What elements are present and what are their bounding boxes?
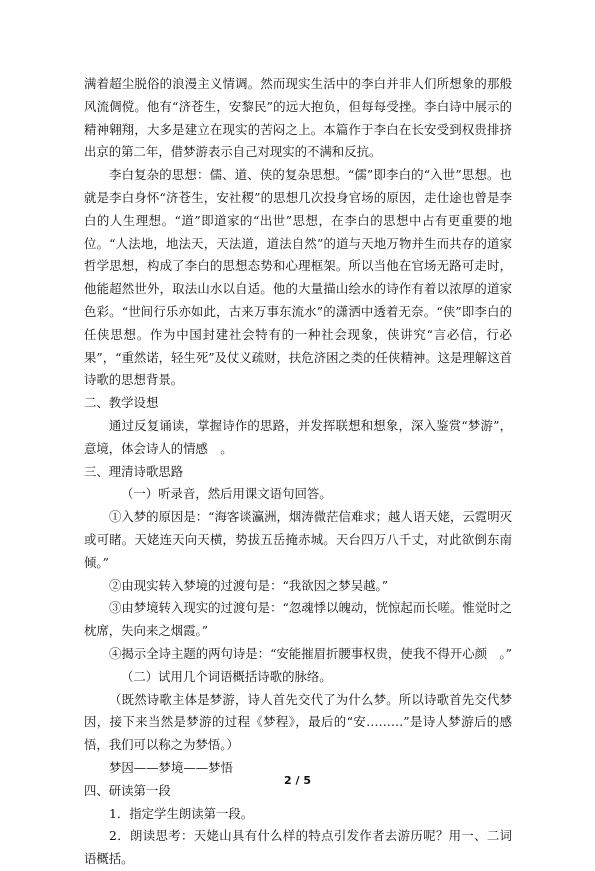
- paragraph: （既然诗歌主体是梦游，诗人首先交代了为什么梦。所以诗歌首先交代梦因，接下来当然是梦游的过程《梦程》，最后的“安………”是诗人梦游后的感悟，我们可以称之为梦悟。）: [84, 691, 512, 753]
- paragraph: 梦因——梦境——梦悟: [109, 759, 233, 775]
- paragraph: ④揭示全诗主题的两句诗是：“安能摧眉折腰事权贵，使我不得开心颜 。”: [109, 645, 512, 661]
- paragraph: ②由现实转入梦境的过渡句是：“我欲因之梦吴越。”: [109, 577, 389, 593]
- paragraph: ①入梦的原因是：“海客谈瀛洲，烟涛微茫信难求；越人语天姥，云霓明灭或可睹。天姥连天向天横，势拔五岳掩赤城。天台四万八千丈，对此欲倒东南倾。”: [84, 509, 512, 570]
- paragraph: 通过反复诵读，掌握诗作的思路，并发挥联想和想象，深入鉴赏“梦游”，意境，体会诗人的情感 。: [84, 417, 512, 456]
- document-body: [84, 73, 512, 871]
- page-number: 2 / 5: [284, 774, 311, 787]
- paragraph: ③由梦境转入现实的过渡句是：“忽魂悸以魄动，恍惊起而长嗟。惟觉时之枕席，失向来之烟霞。”: [84, 600, 512, 639]
- paragraph: 1．指定学生朗读第一段。: [109, 805, 254, 821]
- section-heading: 四、研读第一段: [84, 782, 171, 798]
- paragraph: （二）试用几个词语概括诗歌的脉络。: [121, 668, 332, 684]
- paragraph: 满着超尘脱俗的浪漫主义情调。然而现实生活中的李白并非人们所想象的那般风流倜傥。他有“济苍生，安黎民”的远大抱负，但每每受挫。李白诗中展示的精神翱翔，大多是建立在现实的苦闷之上。本篇作于李白在长安受到权贵排挤出京的第二年，借梦游表示自己对现实的不满和反抗。: [84, 76, 512, 160]
- section-heading: 二、教学设想: [84, 395, 159, 411]
- paragraph: （一）听录音，然后用课文语句回答。: [121, 486, 332, 502]
- paragraph: 李白复杂的思想：儒、道、侠的复杂思想。“儒”即李白的“入世”思想。也就是李白身怀“济苍生，安社稷”的思想几次投身官场的原因，走仕途也曾是李白的人生理想。“道”即道家的“出世”思想，在李白的思想中占有更重要的地位。“人法地，地法天，天法道，道法自然”的道与天地万物并生而共存的道家哲学思想，构成了李白的思想态势和心理框架。所以当他在官场无路可走时，他能超然世外，取法山水以自适。他的大量描山绘水的诗作有着以浓厚的道家色彩。“世间行乐亦如此，古来万事东流水”的潇洒中透着无奈。“侠”即李白的任侠思想。作为中国封建社会特有的一种社会现象，侠讲究“言必信，行必果”，“重然诺，轻生死”及仗义疏财，扶危济困之类的任侠精神。这是理解这首诗歌的思想背景。: [84, 167, 512, 388]
- paragraph: 2．朗读思考：天姥山具有什么样的特点引发作者去游历呢？用一、二词语概括。: [84, 828, 512, 867]
- section-heading: 三、理清诗歌思路: [84, 463, 184, 479]
